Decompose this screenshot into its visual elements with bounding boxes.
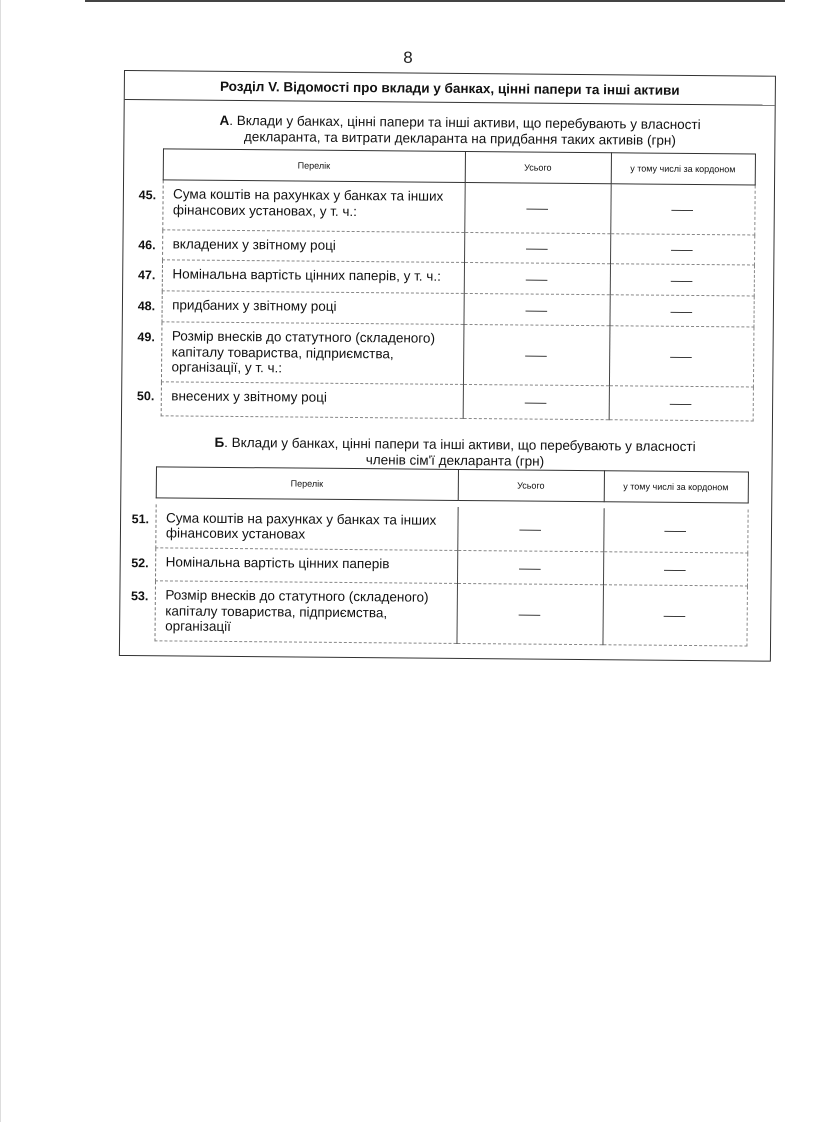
row-label: Розмір внесків до статутного (складеного) капіталу товариства, підприємства, організації: [154, 581, 457, 644]
row-label: внесених у звітному році: [161, 381, 463, 418]
part-b-letter: Б: [214, 434, 225, 450]
row-total: —: [464, 182, 610, 233]
part-b-header-abroad: у тому числі за кордоном: [604, 471, 748, 503]
row-number: 50.: [136, 389, 155, 404]
row-abroad: —: [609, 385, 753, 420]
part-b-title-line2: членів сім'ї декларанта (грн): [365, 452, 545, 469]
table-row: [116, 580, 746, 645]
row-total: —: [457, 550, 603, 584]
row-total: —: [457, 506, 603, 551]
part-a-title: [160, 112, 760, 149]
part-b-header-total: Усього: [458, 469, 604, 501]
part-b-title-line1: . Вклади у банках, цінні папери та інші активи, що перебувають у власності: [224, 434, 696, 455]
part-b-title: [155, 434, 755, 471]
row-total: —: [463, 384, 609, 419]
row-number: 48.: [137, 298, 156, 313]
row-abroad: —: [603, 508, 747, 553]
row-number: 53.: [130, 588, 149, 603]
row-number: 52.: [131, 555, 149, 570]
row-abroad: —: [609, 326, 754, 387]
row-number: 46.: [138, 237, 156, 252]
row-label: Сума коштів на рахунках у банках та інших фінансових установах, у т. ч.:: [162, 180, 464, 233]
row-total: —: [463, 293, 609, 325]
row-abroad: —: [610, 264, 754, 296]
part-a-header-list: Перелік: [163, 149, 465, 183]
row-total: —: [464, 262, 610, 294]
row-total: —: [463, 324, 610, 385]
table-row: [123, 321, 753, 386]
part-a-title-line2: декларанта, та витрати декларанта на придбання таких активів (грн): [243, 129, 676, 148]
row-label: Номінальна вартість цінних паперів, у т. ч.:: [162, 260, 464, 294]
row-total: —: [456, 583, 603, 644]
row-abroad: —: [602, 585, 747, 646]
row-abroad: —: [610, 184, 754, 235]
row-label: Сума коштів на рахунках у банках та інших фінансових установах: [155, 504, 457, 551]
part-a-header-abroad: у тому числі за кордоном: [611, 153, 755, 185]
part-b-header-list: Перелік: [156, 467, 458, 501]
row-number: 45.: [138, 187, 157, 202]
row-label: придбаних у звітному році: [161, 291, 463, 325]
top-rule: [85, 0, 785, 2]
scan-edge: [0, 0, 1, 1122]
table-row: [117, 503, 747, 552]
row-label: Розмір внесків до статутного (складеного) капіталу товариства, підприємства, організації, у т. ч.:: [161, 322, 464, 384]
table-row: [124, 179, 754, 234]
part-a-title-line1: . Вклади у банках, цінні папери та інші активи, що перебувають у власності: [229, 112, 701, 133]
page-number: 8: [403, 48, 413, 67]
row-number: 49.: [137, 329, 155, 344]
part-a-table: [123, 148, 756, 421]
part-b-table: [116, 466, 748, 646]
table-row: [123, 381, 753, 420]
table-row: [117, 547, 747, 585]
row-label: Номінальна вартість цінних паперів: [155, 548, 457, 584]
row-abroad: —: [609, 295, 753, 327]
row-label: вкладених у звітному році: [162, 230, 464, 263]
part-a-letter: А: [219, 112, 230, 128]
row-total: —: [464, 232, 610, 263]
row-abroad: —: [603, 552, 747, 586]
part-a-header-total: Усього: [465, 151, 611, 183]
row-number: 47.: [137, 267, 156, 282]
section-title: Розділ V. Відомості про вклади у банках, цінні папери та інші активи: [125, 71, 775, 106]
row-abroad: —: [610, 234, 754, 265]
row-number: 51.: [131, 511, 150, 526]
